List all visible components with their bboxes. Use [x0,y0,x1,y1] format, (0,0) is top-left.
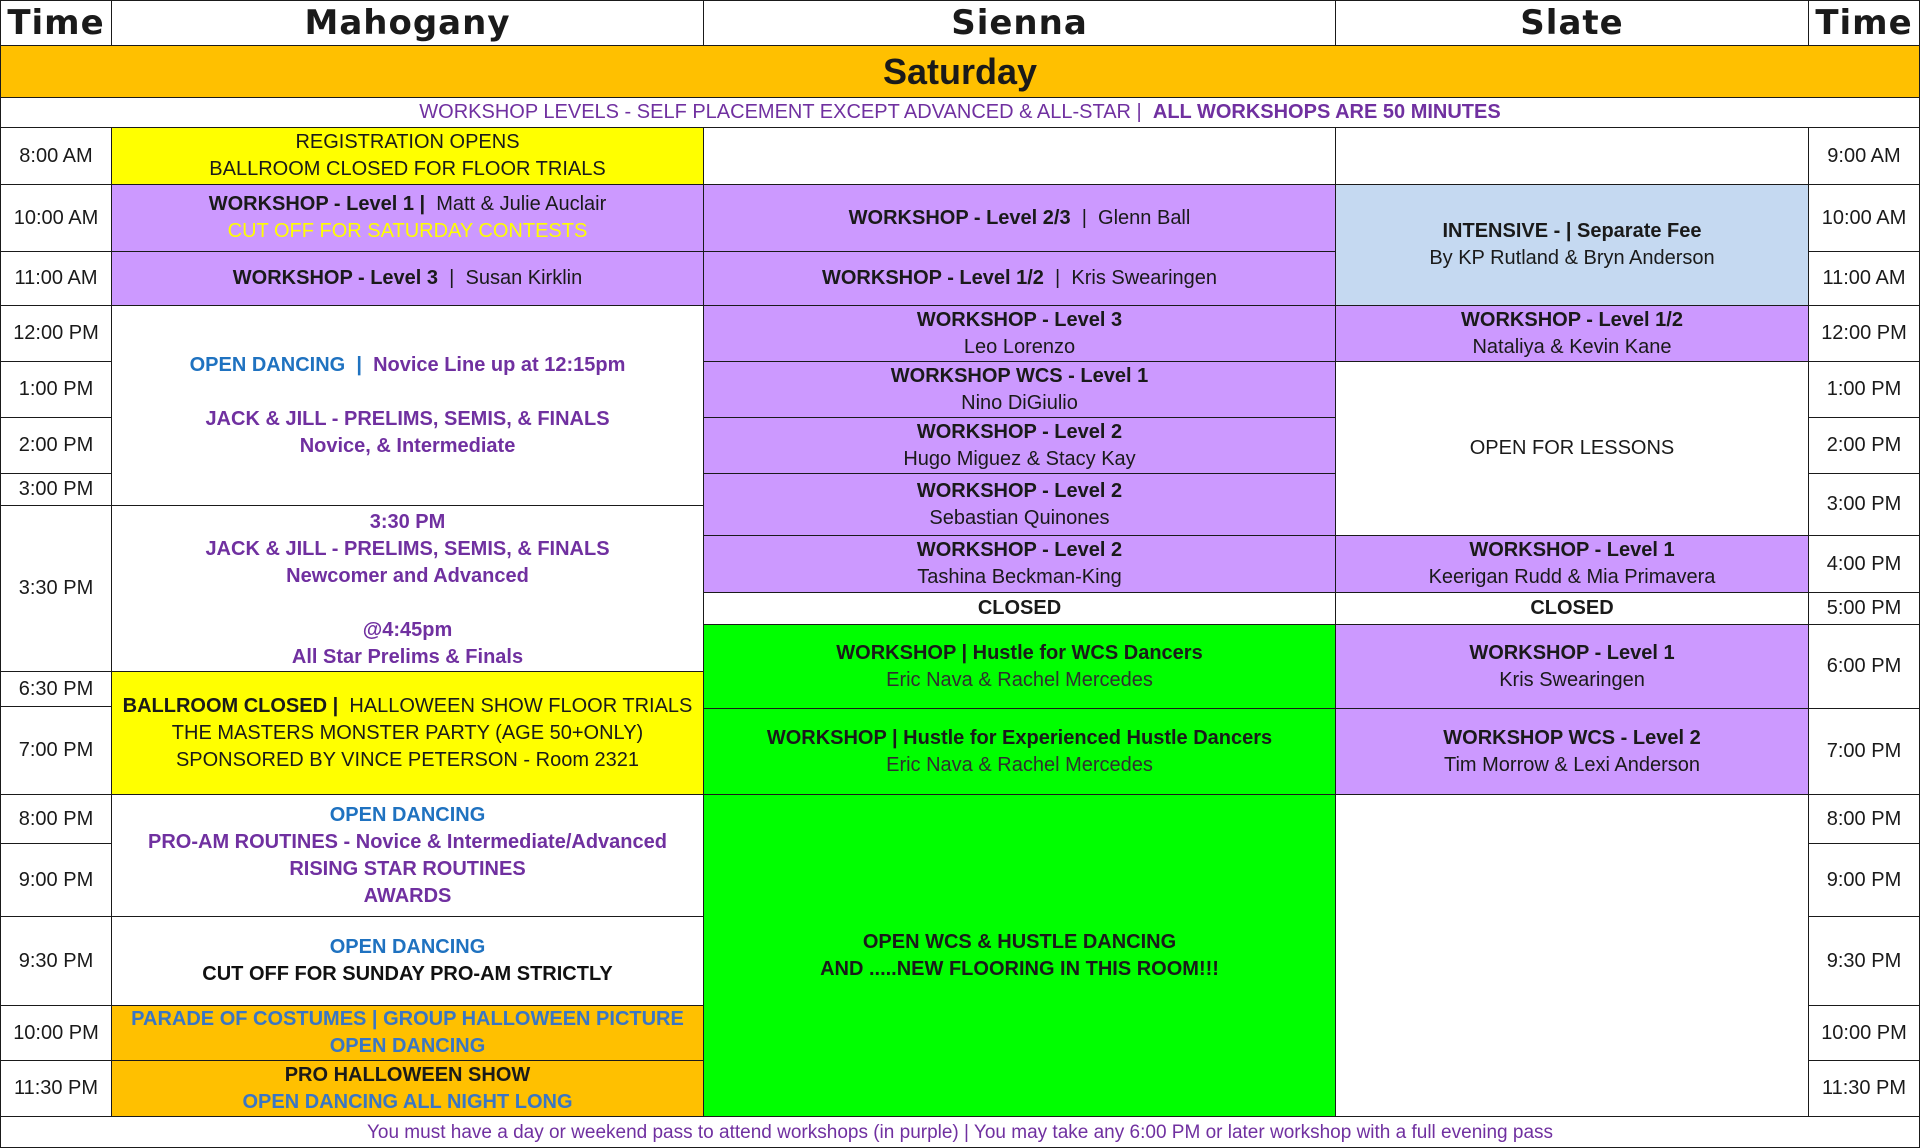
workshop-title: WORKSHOP - Level 3 [916,308,1123,331]
time-label: 10:00 AM [1821,206,1907,229]
time-left-cell [0,417,112,474]
proam-routines-text: PRO-AM ROUTINES - Novice & Intermediate/Advanced [148,830,667,853]
time-right-cell [1808,794,1920,844]
time-label: 3:00 PM [18,478,94,500]
time-label: 8:00 AM [19,144,93,167]
hustle-wcs-workshop-block [703,624,1336,709]
workshop-level3-block [703,305,1336,362]
instructor-name: Kris Swearingen [1499,668,1645,691]
slate-closed-cell [1335,592,1809,625]
time-label: 11:00 AM [1822,267,1906,289]
separator: | [356,353,362,376]
instructor-name: Hugo Miguez & Stacy Kay [903,447,1136,470]
day-title: Saturday [882,51,1038,92]
workshop-title: WORKSHOP - Level 1 [1469,539,1675,561]
time-left-cell [0,1060,112,1117]
time-header-left [0,0,112,46]
workshop-level2-block [703,417,1336,474]
workshop-level2-block [703,535,1336,593]
time-label: 1:00 PM [1826,378,1902,400]
instructor-name: Nataliya & Kevin Kane [1472,335,1672,358]
start-time-text: @4:45pm [362,619,453,641]
instructor-name: Nino DiGiulio [961,391,1078,414]
separator: | [449,267,455,289]
hustle-experienced-workshop-block [703,708,1336,795]
workshop-title: WORKSHOP - Level 2 [916,479,1123,502]
instructor-name: Tim Morrow & Lexi Anderson [1443,753,1700,776]
day-banner [0,45,1920,98]
time-label: 3:00 PM [1826,493,1902,515]
separator: | [1081,206,1087,229]
sienna-header [703,0,1336,46]
instructor-name: Susan Kirklin [465,267,583,289]
open-dancing-text: OPEN DANCING [189,353,346,376]
sienna-closed-cell [703,592,1336,625]
workshop-title: WORKSHOP - Level 2/3 [848,206,1071,229]
time-label: 1:00 PM [18,378,94,400]
open-for-lessons-text: OPEN FOR LESSONS [1469,437,1675,459]
time-right-cell [1808,843,1920,917]
workshop-title: WORKSHOP - Level 3 [232,267,439,289]
division-text: Newcomer and Advanced [286,565,529,587]
workshop-level12-block [1335,305,1809,362]
time-label: 6:00 PM [1826,655,1902,677]
time-label: 6:30 PM [18,677,94,700]
time-label: 9:00 PM [1826,868,1902,891]
mahogany-header-label: Mahogany [304,2,511,43]
workshop-title: WORKSHOP | Hustle for WCS Dancers [836,641,1203,664]
time-label: 11:30 PM [13,1077,99,1099]
time-label: 9:30 PM [1826,949,1902,972]
show-title: PRO HALLOWEEN SHOW [284,1063,531,1086]
open-wcs-hustle-block [703,794,1336,1117]
workshop-level2-block [703,473,1336,536]
instructor-name: Eric Nava & Rachel Mercedes [886,668,1153,691]
floor-trials-text: HALLOWEEN SHOW FLOOR TRIALS [349,694,693,717]
time-label: 8:00 PM [1826,807,1902,830]
ballroom-closed-title: BALLROOM CLOSED | [122,694,339,717]
time-right-cell [1808,535,1920,593]
awards-text: AWARDS [363,884,452,907]
open-dancing-text: OPEN WCS & HUSTLE DANCING [862,930,1177,953]
workshop-level1-block [1335,535,1809,593]
time-left-cell [0,127,112,185]
time-left-cell [0,361,112,418]
division-text: Novice, & Intermediate [299,434,516,457]
registration-block [111,127,704,185]
footer-note [0,1116,1920,1148]
time-label: 11:00 AM [14,267,98,289]
proam-routines-block [111,794,704,917]
workshop-title: WORKSHOP - Level 1/2 [822,267,1044,289]
sponsor-text: SPONSORED BY VINCE PETERSON - Room 2321 [175,748,640,771]
time-right-cell [1808,184,1920,252]
workshop-level1-block [111,184,704,252]
jack-and-jill-text: JACK & JILL - PRELIMS, SEMIS, & FINALS [205,407,610,430]
cutoff-text: CUT OFF FOR SUNDAY PRO-AM STRICTLY [202,963,613,985]
time-left-cell [0,305,112,362]
workshop-title: WORKSHOP WCS - Level 2 [1443,726,1701,749]
time-left-cell [0,671,112,707]
workshop-title: WORKSHOP WCS - Level 1 [890,364,1149,387]
workshop-level23-block [703,184,1336,252]
time-left-cell [0,916,112,1006]
registration-opens-text: REGISTRATION OPENS [295,131,520,153]
jack-and-jill-text: JACK & JILL - PRELIMS, SEMIS, & FINALS [205,538,610,560]
slate-empty-evening-cell [1335,794,1809,1117]
intensive-title: INTENSIVE - | Separate Fee [1442,220,1702,242]
instructor-name: Leo Lorenzo [963,335,1076,358]
time-label: 2:00 PM [18,434,94,456]
time-right-cell [1808,1060,1920,1117]
slate-empty-cell [1335,127,1809,185]
time-label: 10:00 AM [13,206,99,229]
time-label: 2:00 PM [1826,434,1902,456]
time-label: 7:00 PM [18,739,94,761]
time-left-cell [0,706,112,795]
time-right-cell [1808,1005,1920,1061]
pass-requirements-text: You must have a day or weekend pass to attend workshops (in purple) | You may take any 6:00 PM or later workshop with a full evening pass [366,1121,1554,1143]
time-label: 10:00 PM [13,1021,99,1044]
instructor-name: Kris Swearingen [1071,267,1217,289]
rising-star-text: RISING STAR ROUTINES [289,857,526,880]
closed-label: CLOSED [977,597,1062,619]
workshop-title: WORKSHOP - Level 2 [916,539,1123,561]
time-left-cell [0,843,112,917]
ballroom-closed-text: BALLROOM CLOSED FOR FLOOR TRIALS [209,158,606,180]
instructor-name: Keerigan Rudd & Mia Primavera [1428,566,1716,588]
instructor-name: Tashina Beckman-King [917,566,1122,588]
time-header-left-label: Time [7,2,105,43]
monster-party-text: THE MASTERS MONSTER PARTY (AGE 50+ONLY) [171,721,644,744]
open-for-lessons-block [1335,361,1809,536]
banner-right-text: ALL WORKSHOPS ARE 50 MINUTES [1152,101,1501,123]
closed-label: CLOSED [1530,597,1614,619]
parade-text: PARADE OF COSTUMES | GROUP HALLOWEEN PICTURE [131,1008,684,1030]
instructor-name: Matt & Julie Auclair [436,193,607,215]
intensive-block [1335,184,1809,306]
time-label: 9:00 AM [1827,144,1901,167]
time-right-cell [1808,417,1920,474]
instructor-name: Eric Nava & Rachel Mercedes [886,753,1153,776]
workshop-title: WORKSHOP - Level 1 | [208,193,426,215]
open-dancing-block [111,305,704,506]
time-label: 12:00 PM [1821,322,1907,344]
open-dancing-text: OPEN DANCING [329,936,486,958]
time-left-cell [0,1005,112,1061]
new-flooring-text: AND .....NEW FLOORING IN THIS ROOM!!! [820,957,1219,980]
time-label: 8:00 PM [18,807,94,830]
open-dancing-text: OPEN DANCING ALL NIGHT LONG [242,1090,573,1113]
mahogany-header [111,0,704,46]
time-label: 4:00 PM [1826,552,1902,575]
time-right-cell [1808,592,1920,625]
workshop-wcs-level1-block [703,361,1336,418]
start-time-text: 3:30 PM [369,511,446,533]
slate-header [1335,0,1809,46]
workshop-level3-block [111,251,704,306]
instructor-name: Sebastian Quinones [929,506,1110,529]
time-right-cell [1808,624,1920,709]
cutoff-note: CUT OFF FOR SATURDAY CONTESTS [227,220,588,242]
workshop-title: WORKSHOP | Hustle for Experienced Hustle Dancers [766,726,1273,749]
time-label: 9:00 PM [18,868,94,891]
time-right-cell [1808,305,1920,362]
parade-block [111,1005,704,1061]
workshop-title: WORKSHOP - Level 2 [916,420,1123,443]
workshop-title: WORKSHOP - Level 1/2 [1461,308,1683,331]
open-dancing-text: OPEN DANCING [329,1035,486,1057]
banner-left-text: WORKSHOP LEVELS - SELF PLACEMENT EXCEPT ADVANCED & ALL-STAR | [419,101,1142,123]
time-label: 3:30 PM [18,577,94,599]
workshop-level1-block [1335,624,1809,709]
time-right-cell [1808,361,1920,418]
time-left-cell [0,794,112,844]
time-label: 5:00 PM [1826,597,1902,619]
time-header-right [1808,0,1920,46]
time-label: 11:30 PM [1821,1077,1907,1099]
halloween-show-block [111,1060,704,1117]
time-label: 7:00 PM [1826,740,1902,762]
slate-header-label: Slate [1520,2,1624,43]
workshop-title: WORKSHOP - Level 1 [1469,641,1675,664]
sienna-empty-cell [703,127,1336,185]
time-left-cell [0,473,112,506]
novice-lineup-text: Novice Line up at 12:15pm [373,353,626,376]
workshop-wcs-level2-block [1335,708,1809,795]
workshop-level12-block [703,251,1336,306]
time-right-cell [1808,916,1920,1006]
time-label: 9:30 PM [18,949,94,972]
time-right-cell [1808,708,1920,795]
instructor-name: By KP Rutland & Bryn Anderson [1429,247,1715,269]
open-dancing-text: OPEN DANCING [329,803,486,826]
time-right-cell [1808,127,1920,185]
instructor-name: Glenn Ball [1098,206,1191,229]
jack-and-jill-block [111,505,704,672]
sunday-cutoff-block [111,916,704,1006]
separator: | [1055,267,1061,289]
ballroom-closed-block [111,671,704,795]
time-label: 10:00 PM [1821,1021,1907,1044]
workshop-levels-banner [0,97,1920,128]
time-label: 12:00 PM [13,322,99,344]
all-star-text: All Star Prelims & Finals [291,646,524,668]
time-right-cell [1808,473,1920,536]
sienna-header-label: Sienna [951,2,1088,43]
time-left-cell [0,505,112,672]
time-header-right-label: Time [1815,2,1913,43]
time-left-cell [0,251,112,306]
time-right-cell [1808,251,1920,306]
time-left-cell [0,184,112,252]
